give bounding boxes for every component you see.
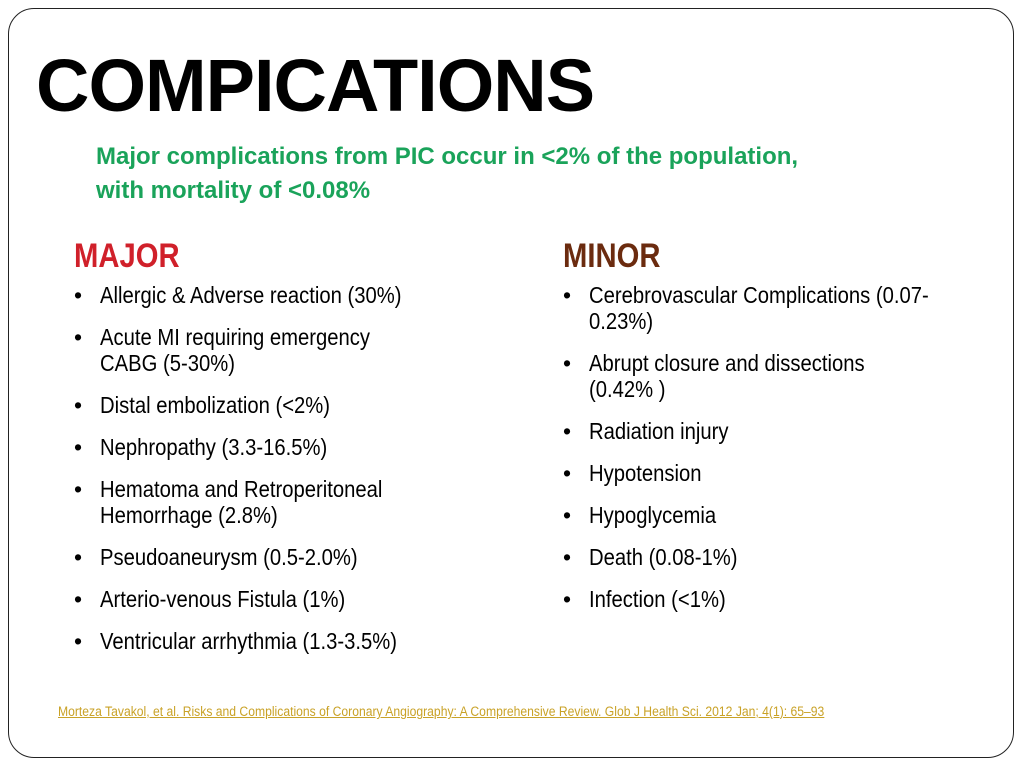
bullet-icon: • bbox=[563, 282, 572, 308]
slide-subtitle bbox=[96, 140, 1016, 208]
list-item bbox=[74, 544, 514, 570]
bullet-icon: • bbox=[74, 476, 83, 502]
major-column bbox=[74, 236, 514, 670]
citation-link[interactable]: Morteza Tavakol, et al. Risks and Complications of Coronary Angiography: A Comprehensive Review. Glob J Health Sci. 2012 Jan; 4(1): 65–93 bbox=[58, 704, 825, 719]
bullet-icon: • bbox=[74, 434, 83, 460]
bullet-icon: • bbox=[563, 418, 572, 444]
minor-column bbox=[563, 236, 1003, 628]
list-item-text: Allergic & Adverse reaction (30%) bbox=[100, 282, 402, 308]
list-item-text: Radiation injury bbox=[589, 418, 729, 444]
list-item-text: Nephropathy (3.3-16.5%) bbox=[100, 434, 328, 460]
subtitle-line: Major complications from PIC occur in <2% of the population, bbox=[96, 143, 799, 170]
list-item bbox=[74, 586, 514, 612]
list-item bbox=[563, 544, 1003, 570]
major-heading: MAJOR bbox=[74, 237, 180, 275]
list-item bbox=[74, 434, 514, 460]
major-list bbox=[74, 282, 514, 654]
bullet-icon: • bbox=[74, 628, 83, 654]
bullet-icon: • bbox=[74, 544, 83, 570]
bullet-icon: • bbox=[74, 392, 83, 418]
list-item-text: Death (0.08-1%) bbox=[589, 544, 738, 570]
subtitle-line: with mortality of <0.08% bbox=[96, 177, 371, 204]
bullet-icon: • bbox=[74, 586, 83, 612]
minor-heading: MINOR bbox=[563, 237, 661, 275]
list-item-text: Ventricular arrhythmia (1.3-3.5%) bbox=[100, 628, 397, 654]
bullet-icon: • bbox=[563, 502, 572, 528]
list-item-text: Distal embolization (<2%) bbox=[100, 392, 331, 418]
list-item bbox=[563, 350, 1003, 402]
list-item bbox=[74, 476, 514, 528]
list-item-text: Hypoglycemia bbox=[589, 502, 717, 528]
list-item bbox=[74, 392, 514, 418]
bullet-icon: • bbox=[74, 282, 83, 308]
list-item-text: Acute MI requiring emergency CABG (5-30%) bbox=[100, 324, 370, 376]
list-item bbox=[74, 324, 514, 376]
list-item bbox=[563, 460, 1003, 486]
bullet-icon: • bbox=[563, 586, 572, 612]
list-item bbox=[563, 586, 1003, 612]
list-item bbox=[563, 418, 1003, 444]
list-item-text: Arterio-venous Fistula (1%) bbox=[100, 586, 346, 612]
list-item-text: Hematoma and Retroperitoneal Hemorrhage (2.8%) bbox=[100, 476, 383, 528]
list-item-text: Pseudoaneurysm (0.5-2.0%) bbox=[100, 544, 358, 570]
bullet-icon: • bbox=[563, 460, 572, 486]
slide-title: COMPICATIONS bbox=[36, 44, 595, 127]
list-item-text: Abrupt closure and dissections (0.42% ) bbox=[589, 350, 865, 402]
list-item bbox=[563, 282, 1003, 334]
list-item-text: Cerebrovascular Complications (0.07-0.23%) bbox=[589, 282, 929, 334]
bullet-icon: • bbox=[74, 324, 83, 350]
list-item bbox=[563, 502, 1003, 528]
list-item-text: Infection (<1%) bbox=[589, 586, 726, 612]
minor-list bbox=[563, 282, 1003, 612]
list-item-text: Hypotension bbox=[589, 460, 702, 486]
list-item bbox=[74, 628, 514, 654]
bullet-icon: • bbox=[563, 350, 572, 376]
list-item bbox=[74, 282, 514, 308]
bullet-icon: • bbox=[563, 544, 572, 570]
